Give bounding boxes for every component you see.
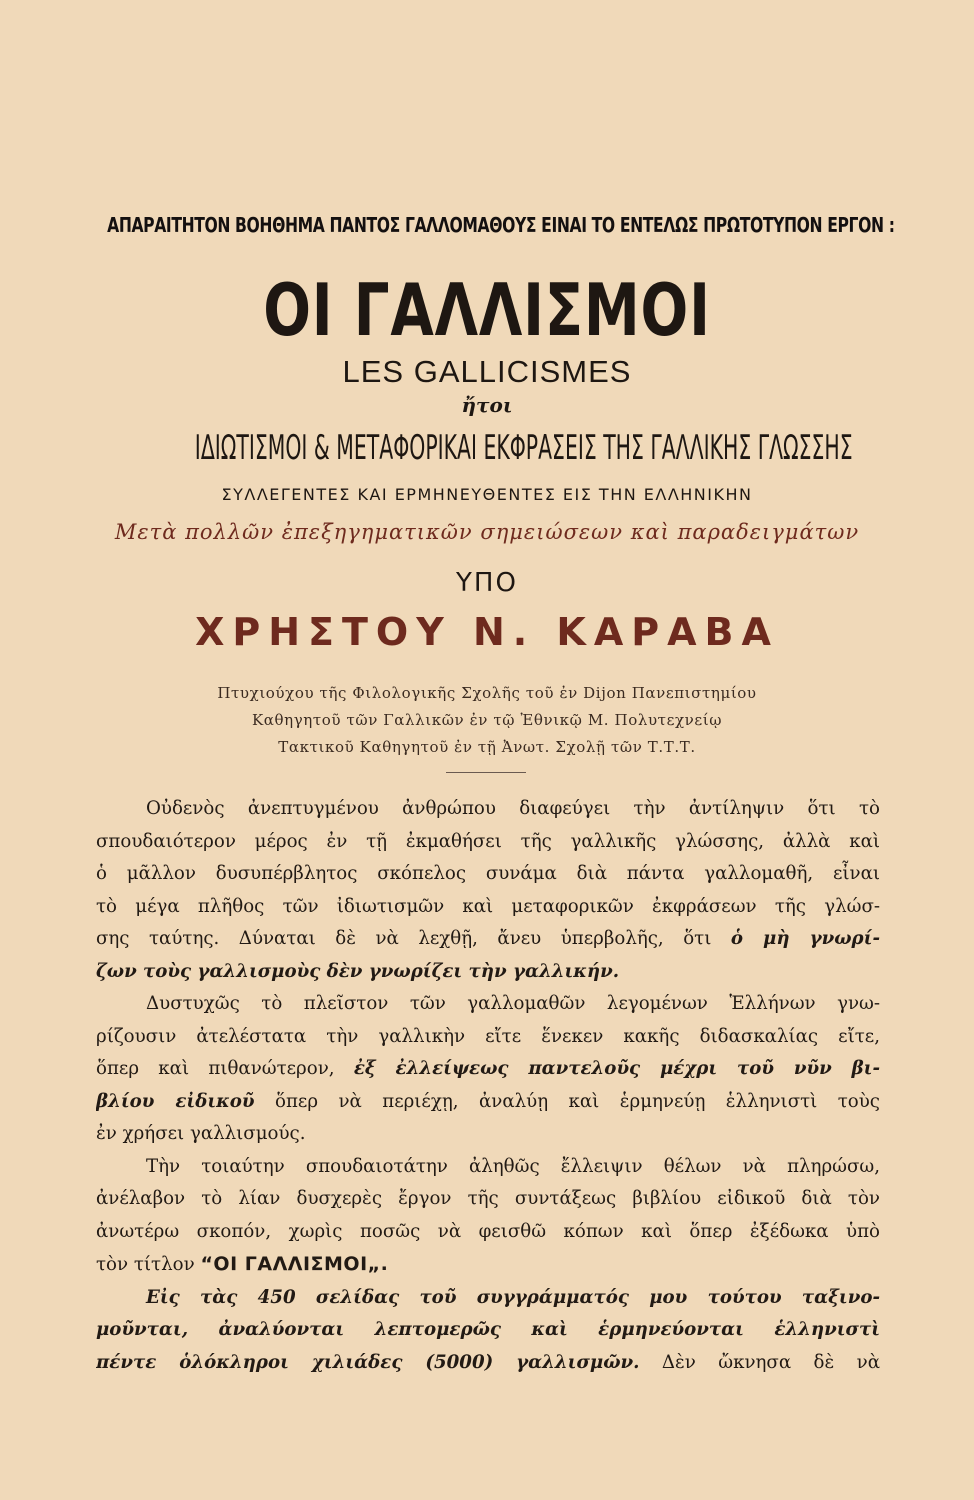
- emphasis-line: Εἰς τὰς 450 σελίδας τοῦ συγγράμματός μου τούτου ταξινο-: [146, 1286, 880, 1308]
- text-span: ὅπερ νὰ περιέχῃ, ἀναλύῃ καὶ ἑρμηνεύῃ ἑλληνιστὶ τοὺς: [275, 1090, 880, 1112]
- text-line: [96, 1086, 880, 1119]
- author-credential: Τακτικοῦ Καθηγητοῦ ἐν τῇ Ἀνωτ. Σχολῇ τῶν Τ.Τ.Τ.: [278, 738, 696, 756]
- text-line: σπουδαιότερον μέρος ἐν τῇ ἐκμαθήσει τῆς γαλλικῆς γλώσσης, ἀλλὰ καὶ: [96, 830, 880, 852]
- text-line: Δυστυχῶς τὸ πλεῖστον τῶν γαλλομαθῶν λεγομένων Ἑλλήνων γνω-: [146, 993, 880, 1014]
- divider-rule: [446, 772, 526, 773]
- subtitle-collected: ΣΥΛΛΕΓΕΝΤΕΣ ΚΑΙ ΕΡΜΗΝΕΥΘΕΝΤΕΣ ΕΙΣ ΤΗΝ ΕΛΛΗΝΙΚΗΝ: [221, 485, 753, 504]
- emphasis-line: ζων τοὺς γαλλισμοὺς δὲν γνωρίζει τὴν γαλλικήν.: [96, 960, 620, 982]
- french-title: LES GALLICISMES: [342, 354, 632, 389]
- emphasis-text: πέντε ὁλόκληροι χιλιάδες (5000) γαλλισμῶν.: [96, 1351, 640, 1373]
- text-line: ρίζουσιν ἀτελέστατα τὴν γαλλικὴν εἴτε ἕνεκεν κακῆς διδασκαλίας εἴτε,: [96, 1025, 880, 1047]
- emphasis-text: βλίου εἰδικοῦ: [96, 1090, 255, 1112]
- text-line: [96, 1248, 880, 1282]
- subtitle-idiotismoi: ΙΔΙΩΤΙΣΜΟΙ & ΜΕΤΑΦΟΡΙΚΑΙ ΕΚΦΡΑΣΕΙΣ ΤΗΣ ΓΑΛΛΙΚΗΣ ΓΛΩΣΣΗΣ: [194, 428, 853, 468]
- book-title: ΟΙ ΓΑΛΛΙΣΜΟΙ: [263, 268, 711, 352]
- body-text: [96, 793, 880, 1379]
- text-line: ἐν χρήσει γαλλισμούς.: [96, 1123, 306, 1144]
- emphasis-line: μοῦνται, ἀναλύονται λεπτομερῶς καὶ ἑρμηνεύονται ἑλληνιστὶ: [96, 1319, 880, 1340]
- quoted-title: “ΟΙ ΓΑΛΛΙΣΜΟΙ„.: [200, 1253, 389, 1275]
- by-label: ΥΠΟ: [456, 568, 518, 598]
- text-line: ἀνωτέρω σκοπόν, χωρὶς ποσῶς νὰ φεισθῶ κόπων καὶ ὅπερ ἐξέδωκα ὑπὸ: [96, 1220, 880, 1242]
- conjunction-etoi: ἤτοι: [461, 393, 513, 417]
- text-span: Δὲν ὤκνησα δὲ νὰ: [661, 1351, 880, 1373]
- text-line: τὸ μέγα πλῆθος τῶν ἰδιωτισμῶν καὶ μεταφορικῶν ἐκφράσεων τῆς γλώσ-: [96, 895, 880, 917]
- text-line: ἀνέλαβον τὸ λίαν δυσχερὲς ἔργον τῆς συντάξεως βιβλίου εἰδικοῦ διὰ τὸν: [96, 1188, 880, 1209]
- text-line: [96, 1053, 880, 1086]
- text-span: ὅπερ καὶ πιθανώτερον,: [96, 1058, 335, 1079]
- text-line: Οὐδενὸς ἀνεπτυγμένου ἀνθρώπου διαφεύγει τὴν ἀντίληψιν ὅτι τὸ: [146, 798, 880, 819]
- text-line: ὁ μᾶλλον δυσυπέρβλητος σκόπελος συνάμα διὰ πάντα γαλλομαθῆ, εἶναι: [96, 863, 880, 884]
- emphasis-text: ὁ μὴ γνωρί-: [730, 928, 880, 949]
- text-line: [96, 1347, 880, 1380]
- author-credential: Πτυχιούχου τῆς Φιλολογικῆς Σχολῆς τοῦ ἐν Dijon Πανεπιστημίου: [217, 684, 757, 702]
- text-span: τὸν τίτλον: [96, 1254, 195, 1275]
- emphasis-text: ἐξ ἐλλείψεως παντελοῦς μέχρι τοῦ νῦν βι-: [353, 1058, 880, 1079]
- author-credential: Καθηγητοῦ τῶν Γαλλικῶν ἐν τῷ Ἐθνικῷ Μ. Πολυτεχνείῳ: [251, 711, 723, 729]
- subtitle-notes: Μετὰ πολλῶν ἐπεξηγηματικῶν σημειώσεων καὶ παραδειγμάτων: [114, 520, 860, 544]
- text-span: σης ταύτης. Δύναται δὲ νὰ λεχθῇ, ἄνευ ὑπερβολῆς, ὅτι: [96, 928, 712, 949]
- advertisement-banner: ΑΠΑΡΑΙΤΗΤΟΝ ΒΟΗΘΗΜΑ ΠΑΝΤΟΣ ΓΑΛΛΟΜΑΘΟΥΣ ΕΙΝΑΙ ΤΟ ΕΝΤΕΛΩΣ ΠΡΩΤΟΤΥΠΟΝ ΕΡΓΟΝ :: [107, 213, 895, 237]
- text-line: Τὴν τοιαύτην σπουδαιοτάτην ἀληθῶς ἔλλειψιν θέλων νὰ πληρώσω,: [146, 1155, 880, 1177]
- author-name: ΧΡΗΣΤΟΥ Ν. ΚΑΡΑΒΑ: [195, 610, 779, 654]
- text-line: [96, 923, 880, 956]
